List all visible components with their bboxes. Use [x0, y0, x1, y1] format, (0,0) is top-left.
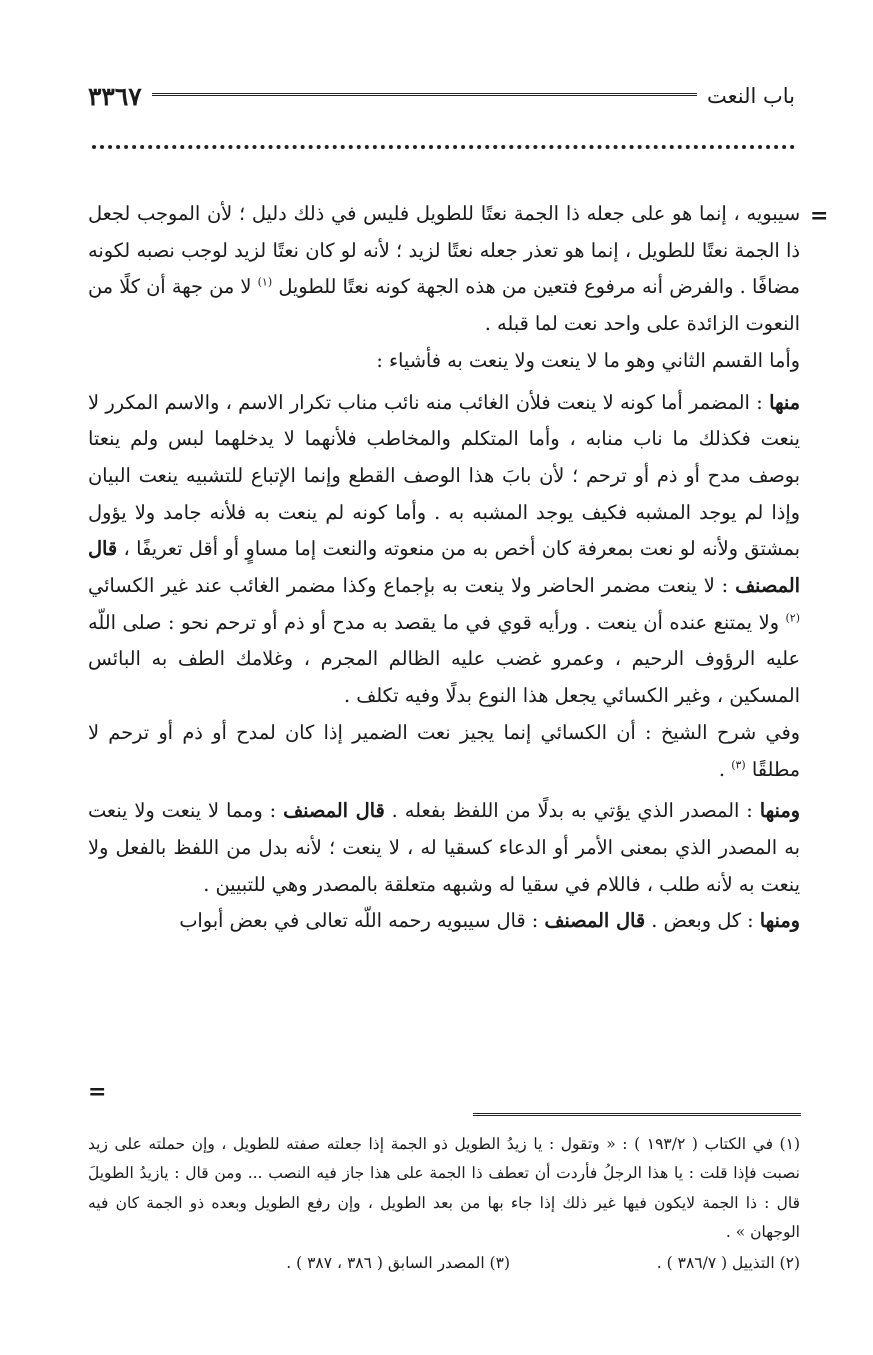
footnote-ref-2: (٢) [785, 611, 801, 625]
footnote-2: (٢) التذييل ( ٣٨٦/٧ ) . [656, 1254, 800, 1273]
paragraph-2 [88, 343, 800, 380]
paragraph-lead: ومنها [759, 799, 800, 823]
paragraph-text: لا من جهة أن كلًا من النعوت الزائدة على واحد نعت لما قبله . [88, 275, 800, 336]
paragraph-3 [88, 385, 800, 715]
paragraph-4 [88, 715, 800, 788]
footnotes [88, 1130, 800, 1278]
continuation-mark-start: = [810, 203, 829, 229]
paragraph-text: ولا يمتنع عنده أن ينعت . ورأيه قوي في ما يقصد به مدح أو ذم أو ترحم نحو : صلى اللّه عليه الرؤوف الرحيم ، وعمرو غضب عليه الظالم المجرم ، وغلامك الطف به البائس المسكين ، وغير الكسائي يجعل هذا النوع بدلًا وفيه تكلف . [88, 610, 800, 708]
paragraph-text: : كل وبعض . [651, 909, 754, 933]
footnote-3: (٣) المصدر السابق ( ٣٨٦ ، ٣٨٧ ) . [286, 1254, 510, 1273]
footnote-rule [473, 1113, 801, 1119]
page-header [88, 78, 795, 114]
paragraph-text: وأما القسم الثاني وهو ما لا ينعت ولا ينعت به فأشياء : [376, 348, 800, 372]
author-label: قال المصنف [283, 799, 385, 823]
continuation-mark-end: = [88, 1079, 107, 1105]
paragraph-text: : لا ينعت مضمر الحاضر ولا ينعت به بإجماع وكذا مضمر الغائب عند غير الكسائي [88, 574, 729, 598]
paragraph-6 [88, 903, 800, 940]
page-number: ٣٣٦٧ [88, 81, 142, 111]
paragraph-5 [88, 793, 800, 903]
paragraph-lead: منها [769, 390, 800, 414]
paragraph-text: : المضمر أما كونه لا ينعت فلأن الغائب منه نائب مناب تكرار الاسم ، والاسم المكرر لا ينعت فكذلك ما ناب منابه ، وأما المتكلم والمخاطب فلأنهما لا يدخلهما لبس ولم ينعتا بوصف مدح أو ذم أو ترحم ؛ لأن بابَ هذا الوصف القطع وإنما الإتباع للتشبيه ينعت البيان وإذا لم يوجد المشبه فكيف يوجد المشبه به . وأما كونه لم ينعت به فلأنه جامد ولا يؤول بمشتق ولأنه لو نعت بمعرفة كان أخص به من منعوته والنعت إما مساوٍ أو أقل تعريفًا ، [88, 390, 800, 561]
paragraph-text: . [718, 757, 726, 781]
chapter-title: باب النعت [706, 84, 795, 108]
header-rule [152, 93, 697, 99]
paragraph-lead: ومنها [759, 909, 800, 933]
paragraph-text: : قال سيبويه رحمه اللّه تعالى في بعض أبواب [179, 909, 539, 933]
footnote-1: (١) في الكتاب ( ١٩٣/٢ ) : « وتقول : يا زيدُ الطويل ذو الجمة إذا جعلته صفته للطويل ، وإن حملته على زيد نصبت فإذا قلت : يا هذا الرجلُ فأردت أن تعطف ذا الجمة على هذا جاز فيه النصب ... ومن قال : يازيدُ الطويلَ قال : ذا الجمة لايكون فيها غير ذلك إذا جاء بها من بعد الطويل ، وإن رفع الطويل وبعده ذو الجمة كان فيه الوجهان » . [88, 1135, 800, 1241]
author-label: قال المصنف [544, 909, 646, 933]
paragraph-text: وفي شرح الشيخ : أن الكسائي إنما يجيز نعت الضمير إذا كان لمدح أو ذم أو ترحم لا مطلقًا [88, 720, 800, 781]
paragraph-text: : المصدر الذي يؤتي به بدلًا من اللفظ بفعله . [391, 799, 753, 823]
footnote-ref-3: (٣) [731, 758, 746, 772]
author-label: قال المصنف [88, 537, 800, 598]
footnote-row [88, 1249, 800, 1278]
paragraph-text: سيبويه ، إنما هو على جعله ذا الجمة نعتًا للطويل فليس في ذلك دليل ؛ لأن الموجب لجعل ذا الجمة نعتًا للطويل ، إنما هو تعذر جعله نعتًا لزيد ؛ لأنه لو كان نعتًا لزيد لوجب نصبه لكونه مضافًا . والفرض أنه مرفوع فتعين من هذه الجهة كونه نعتًا للطويل [88, 202, 801, 299]
dotted-separator [92, 145, 795, 149]
footnote-ref-1: (١) [257, 275, 273, 289]
paragraph-1 [88, 196, 800, 343]
main-text [88, 196, 800, 940]
paragraph-text: : ومما لا ينعت ولا ينعت به المصدر الذي بمعنى الأمر أو الدعاء كسقيا له ، لا ينعت ؛ لأنه بدل من اللفظ بالفعل ولا ينعت به لأنه طلب ، فاللام في سقيا له وشبهه متعلقة بالمصدر وهي للتبيين . [88, 799, 800, 896]
